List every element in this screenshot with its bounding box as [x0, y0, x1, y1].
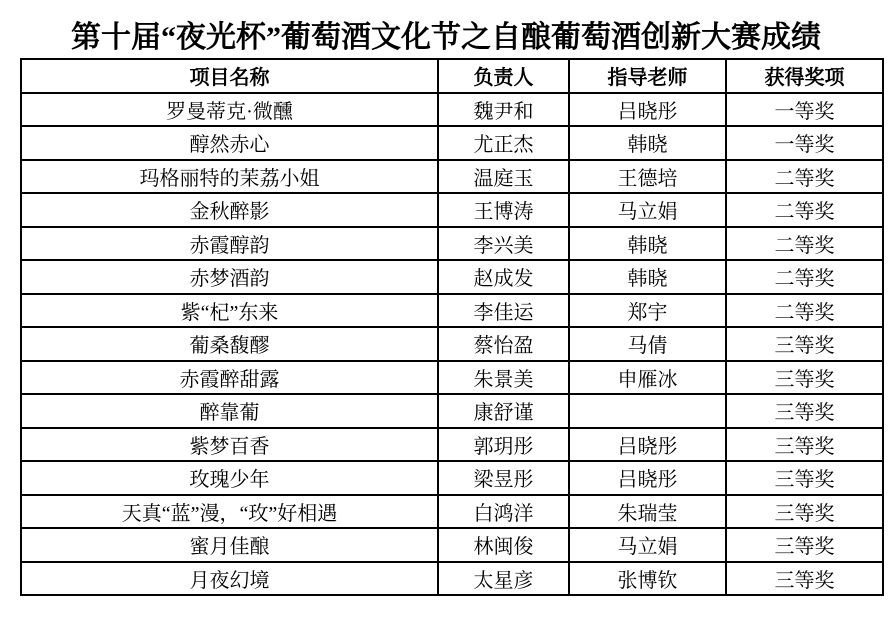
table-row — [21, 327, 883, 361]
cell-award: 三等奖 — [726, 528, 883, 562]
cell-award: 二等奖 — [726, 193, 883, 227]
results-table — [20, 58, 884, 596]
table-row — [21, 461, 883, 495]
cell-leader: 赵成发 — [438, 260, 569, 294]
cell-advisor: 申雁冰 — [569, 361, 726, 395]
cell-project: 醇然赤心 — [21, 126, 438, 160]
cell-award: 三等奖 — [726, 327, 883, 361]
cell-leader: 康舒谨 — [438, 394, 569, 428]
cell-leader: 梁昱彤 — [438, 461, 569, 495]
cell-advisor: 王德培 — [569, 160, 726, 194]
page-title: 第十届“夜光杯”葡萄酒文化节之自酿葡萄酒创新大赛成绩 — [71, 21, 821, 54]
cell-advisor: 韩晓 — [569, 260, 726, 294]
cell-advisor: 马倩 — [569, 327, 726, 361]
cell-award: 二等奖 — [726, 260, 883, 294]
table-row — [21, 428, 883, 462]
cell-leader: 白鸿洋 — [438, 495, 569, 529]
table-row — [21, 126, 883, 160]
cell-project: 罗曼蒂克·微醺 — [21, 93, 438, 127]
table-row — [21, 361, 883, 395]
cell-award: 二等奖 — [726, 294, 883, 328]
cell-award: 一等奖 — [726, 93, 883, 127]
results-table-body — [21, 93, 883, 596]
cell-award: 二等奖 — [726, 160, 883, 194]
cell-advisor: 张博钦 — [569, 562, 726, 596]
cell-award: 一等奖 — [726, 126, 883, 160]
table-row — [21, 160, 883, 194]
cell-project: 紫梦百香 — [21, 428, 438, 462]
cell-project: 赤霞醉甜露 — [21, 361, 438, 395]
cell-advisor: 郑宇 — [569, 294, 726, 328]
cell-project: 葡桑馥醪 — [21, 327, 438, 361]
cell-project: 月夜幻境 — [21, 562, 438, 596]
column-header-award: 获得奖项 — [726, 59, 883, 93]
cell-advisor: 韩晓 — [569, 227, 726, 261]
cell-leader: 魏尹和 — [438, 93, 569, 127]
table-row — [21, 562, 883, 596]
cell-award: 三等奖 — [726, 562, 883, 596]
cell-advisor: 朱瑞莹 — [569, 495, 726, 529]
table-row — [21, 227, 883, 261]
cell-advisor: 吕晓彤 — [569, 461, 726, 495]
cell-award: 二等奖 — [726, 227, 883, 261]
cell-advisor: 韩晓 — [569, 126, 726, 160]
column-header-leader: 负责人 — [438, 59, 569, 93]
cell-award: 三等奖 — [726, 495, 883, 529]
cell-advisor: 吕晓彤 — [569, 428, 726, 462]
cell-project: 玛格丽特的茉荔小姐 — [21, 160, 438, 194]
cell-award: 三等奖 — [726, 394, 883, 428]
cell-award: 三等奖 — [726, 461, 883, 495]
cell-advisor: 吕晓彤 — [569, 93, 726, 127]
cell-project: 金秋醉影 — [21, 193, 438, 227]
cell-leader: 王博涛 — [438, 193, 569, 227]
cell-leader: 太星彦 — [438, 562, 569, 596]
cell-project: 蜜月佳酿 — [21, 528, 438, 562]
table-row — [21, 495, 883, 529]
cell-project: 赤霞醇韵 — [21, 227, 438, 261]
results-table-header — [21, 59, 883, 93]
table-row — [21, 294, 883, 328]
cell-advisor: 马立娟 — [569, 528, 726, 562]
cell-advisor — [569, 394, 726, 428]
cell-project: 紫“杞”东来 — [21, 294, 438, 328]
cell-leader: 温庭玉 — [438, 160, 569, 194]
cell-leader: 李佳运 — [438, 294, 569, 328]
cell-leader: 郭玥彤 — [438, 428, 569, 462]
table-row — [21, 260, 883, 294]
header-row — [21, 59, 883, 93]
cell-leader: 李兴美 — [438, 227, 569, 261]
table-row — [21, 93, 883, 127]
table-row — [21, 394, 883, 428]
column-header-advisor: 指导老师 — [569, 59, 726, 93]
cell-project: 赤梦酒韵 — [21, 260, 438, 294]
cell-project: 玫瑰少年 — [21, 461, 438, 495]
cell-award: 三等奖 — [726, 361, 883, 395]
cell-award: 三等奖 — [726, 428, 883, 462]
cell-leader: 朱景美 — [438, 361, 569, 395]
cell-leader: 尤正杰 — [438, 126, 569, 160]
cell-leader: 蔡怡盈 — [438, 327, 569, 361]
cell-leader: 林闽俊 — [438, 528, 569, 562]
cell-project: 醉靠葡 — [21, 394, 438, 428]
table-row — [21, 193, 883, 227]
cell-project: 天真“蓝”漫，“玫”好相遇 — [21, 495, 438, 529]
cell-advisor: 马立娟 — [569, 193, 726, 227]
table-row — [21, 528, 883, 562]
column-header-project: 项目名称 — [21, 59, 438, 93]
